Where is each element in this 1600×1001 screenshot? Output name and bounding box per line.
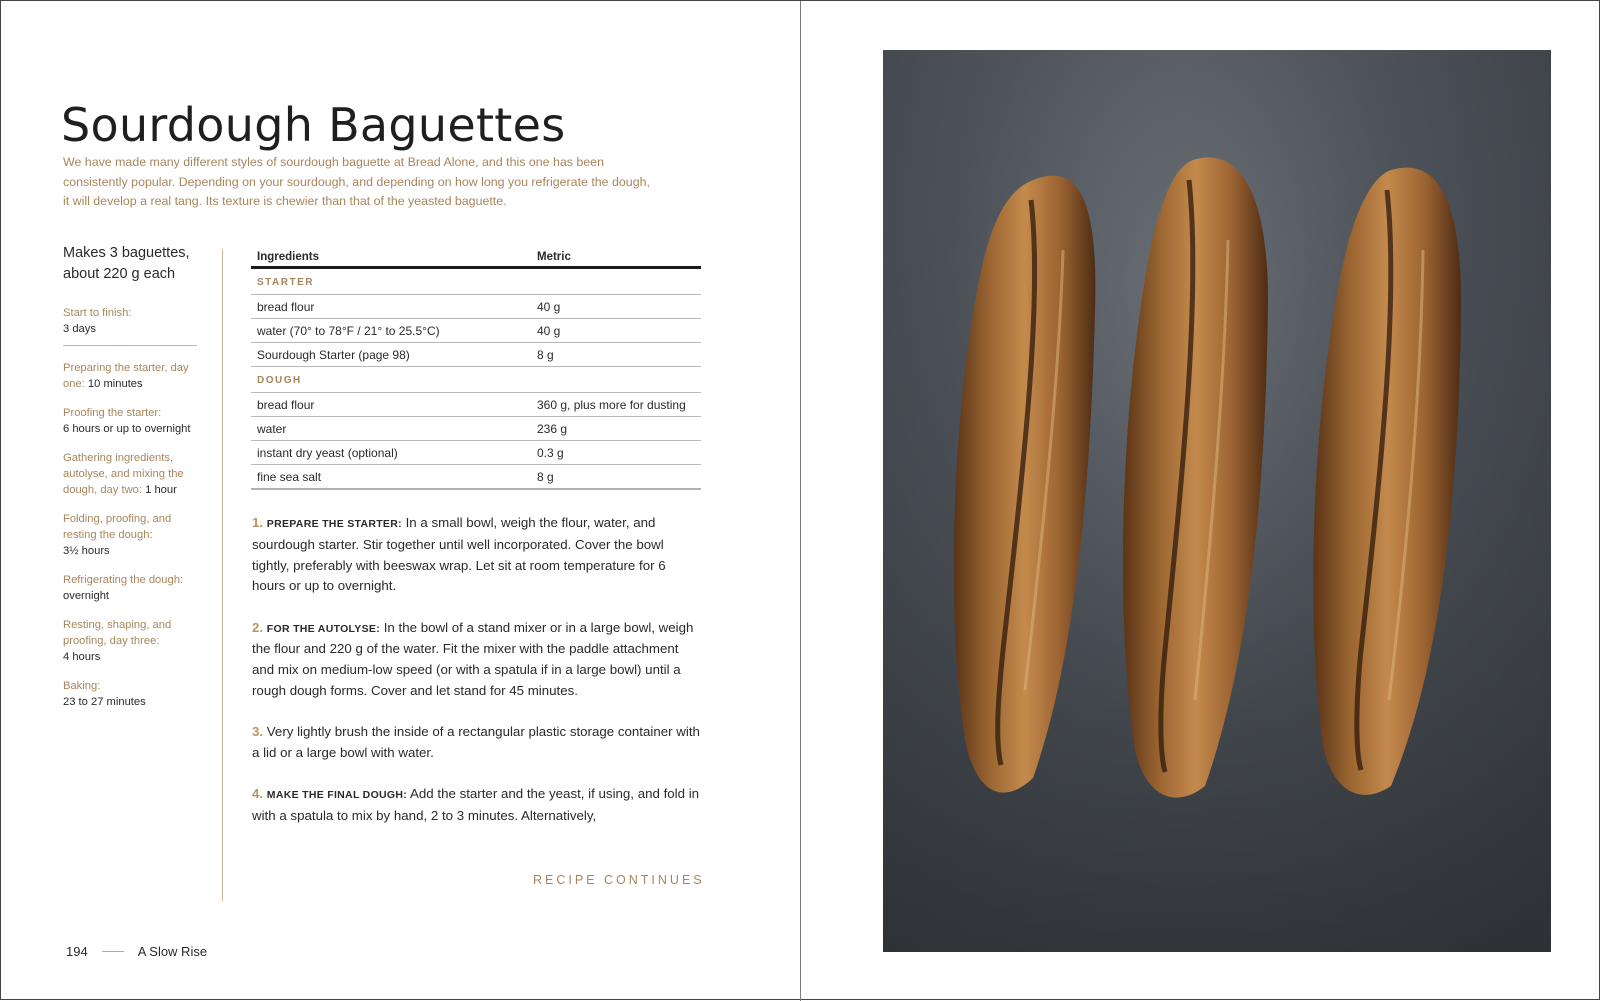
page-number: 194: [66, 944, 88, 959]
table-row: [251, 441, 701, 465]
section-row-starter: [251, 268, 701, 295]
timing-item: [63, 305, 197, 346]
section-row-dough: [251, 367, 701, 393]
step-4: [252, 784, 702, 827]
ingredient-name: bread flour: [251, 393, 531, 417]
ingredient-metric: 8 g: [531, 343, 701, 367]
timing-value: 4 hours: [63, 651, 101, 663]
timing-label: Gathering ingredients, autolyse, and mixing the dough, day two:: [63, 452, 184, 496]
step-1: [252, 513, 702, 597]
ingredient-name: instant dry yeast (optional): [251, 441, 531, 465]
page-gutter: [800, 1, 801, 1001]
footer-divider: [102, 951, 124, 952]
table-row: [251, 417, 701, 441]
page-footer: [66, 944, 207, 959]
step-number: 2.: [252, 619, 264, 635]
ingredient-metric: 0.3 g: [531, 441, 701, 465]
ingredients-table: [251, 246, 701, 490]
table-row: [251, 465, 701, 490]
ingredient-metric: 40 g: [531, 295, 701, 319]
step-3: [252, 722, 702, 764]
timing-item: [63, 360, 203, 392]
table-row: [251, 295, 701, 319]
step-lead: MAKE THE FINAL DOUGH:: [266, 789, 408, 802]
ingredient-metric: 360 g, plus more for dusting: [531, 393, 701, 417]
ingredient-metric: 40 g: [531, 319, 701, 343]
table-row: [251, 319, 701, 343]
timing-item: [63, 678, 203, 710]
timing-label: Resting, shaping, and proofing, day three:: [63, 619, 172, 647]
timing-label: Preparing the starter, day one:: [63, 362, 189, 390]
timing-label: Proofing the starter:: [63, 407, 162, 419]
ingredient-name: water: [251, 417, 531, 441]
timing-label: Folding, proofing, and resting the dough:: [63, 513, 172, 541]
table-row: [251, 343, 701, 367]
step-lead: FOR THE AUTOLYSE:: [266, 622, 381, 635]
timing-value: 10 minutes: [87, 378, 143, 390]
timing-value: 3½ hours: [63, 545, 110, 557]
timing-item: [63, 450, 203, 498]
section-label: STARTER: [251, 268, 701, 295]
sidebar-divider: [222, 249, 223, 901]
table-header-row: [251, 246, 701, 268]
timing-label: Start to finish:: [63, 307, 132, 319]
step-number: 4.: [252, 786, 264, 802]
timing-item: [63, 617, 203, 665]
timing-value: 23 to 27 minutes: [63, 696, 146, 708]
timing-item: [63, 511, 203, 559]
step-number: 3.: [252, 724, 264, 740]
step-2: [252, 618, 702, 702]
step-text: In a small bowl, weigh the flour, water, and sourdough starter. Stir together until well incorporated. Cover the bowl tightly, preferably with beeswax wrap. Let sit at room temperature for 6 hours or up to overnight.: [252, 515, 666, 594]
ingredient-name: fine sea salt: [251, 465, 531, 490]
recipe-continues: RECIPE CONTINUES: [533, 873, 705, 887]
timing-value: 6 hours or up to overnight: [63, 423, 191, 435]
timing-label: Refrigerating the dough:: [63, 574, 184, 586]
metric-header: Metric: [531, 246, 701, 268]
step-text: In the bowl of a stand mixer or in a large bowl, weigh the flour and 220 g of the water. Fit the mixer with the paddle attachment and mix on medium-low speed (or with a spatula if in a large bowl) until a rough dough forms. Cover and let stand for 45 minutes.: [252, 619, 694, 699]
baguettes-illustration: [883, 50, 1551, 952]
ingredient-name: bread flour: [251, 295, 531, 319]
ingredient-name: water (70° to 78°F / 21° to 25.5°C): [251, 319, 531, 343]
timing-value: overnight: [63, 590, 110, 602]
recipe-sidebar: [63, 243, 203, 723]
timing-value: 3 days: [63, 323, 96, 335]
ingredient-name: Sourdough Starter (page 98): [251, 343, 531, 367]
ingredients-header: Ingredients: [251, 246, 531, 268]
recipe-title: Sourdough Baguettes: [61, 97, 566, 152]
ingredient-metric: 236 g: [531, 417, 701, 441]
section-label: DOUGH: [251, 367, 701, 393]
ingredient-metric: 8 g: [531, 465, 701, 490]
step-number: 1.: [252, 515, 264, 530]
book-title: A Slow Rise: [137, 944, 208, 959]
timing-item: [63, 405, 203, 437]
step-text: Very lightly brush the inside of a rectangular plastic storage container with a lid or a large bowl with water.: [252, 724, 700, 761]
baguettes-photo: [883, 50, 1551, 952]
recipe-yield: Makes 3 baguettes, about 220 g each: [63, 245, 190, 282]
step-text: Add the starter and the yeast, if using, and fold in with a spatula to mix by hand, 2 to 3 minutes. Alternatively,: [252, 786, 700, 824]
timing-item: [63, 572, 203, 604]
step-lead: PREPARE THE STARTER:: [266, 518, 402, 530]
table-row: [251, 393, 701, 417]
recipe-steps: [252, 513, 702, 848]
timing-value: 1 hour: [145, 484, 177, 496]
timing-label: Baking:: [63, 680, 101, 692]
recipe-intro: We have made many different styles of sourdough baguette at Bread Alone, and this one has been consistently popular. Depending on your sourdough, and depending on how long you refrigerate the dough, it will develop a real tang. Its texture is chewier than that of the yeasted baguette.: [63, 155, 650, 208]
